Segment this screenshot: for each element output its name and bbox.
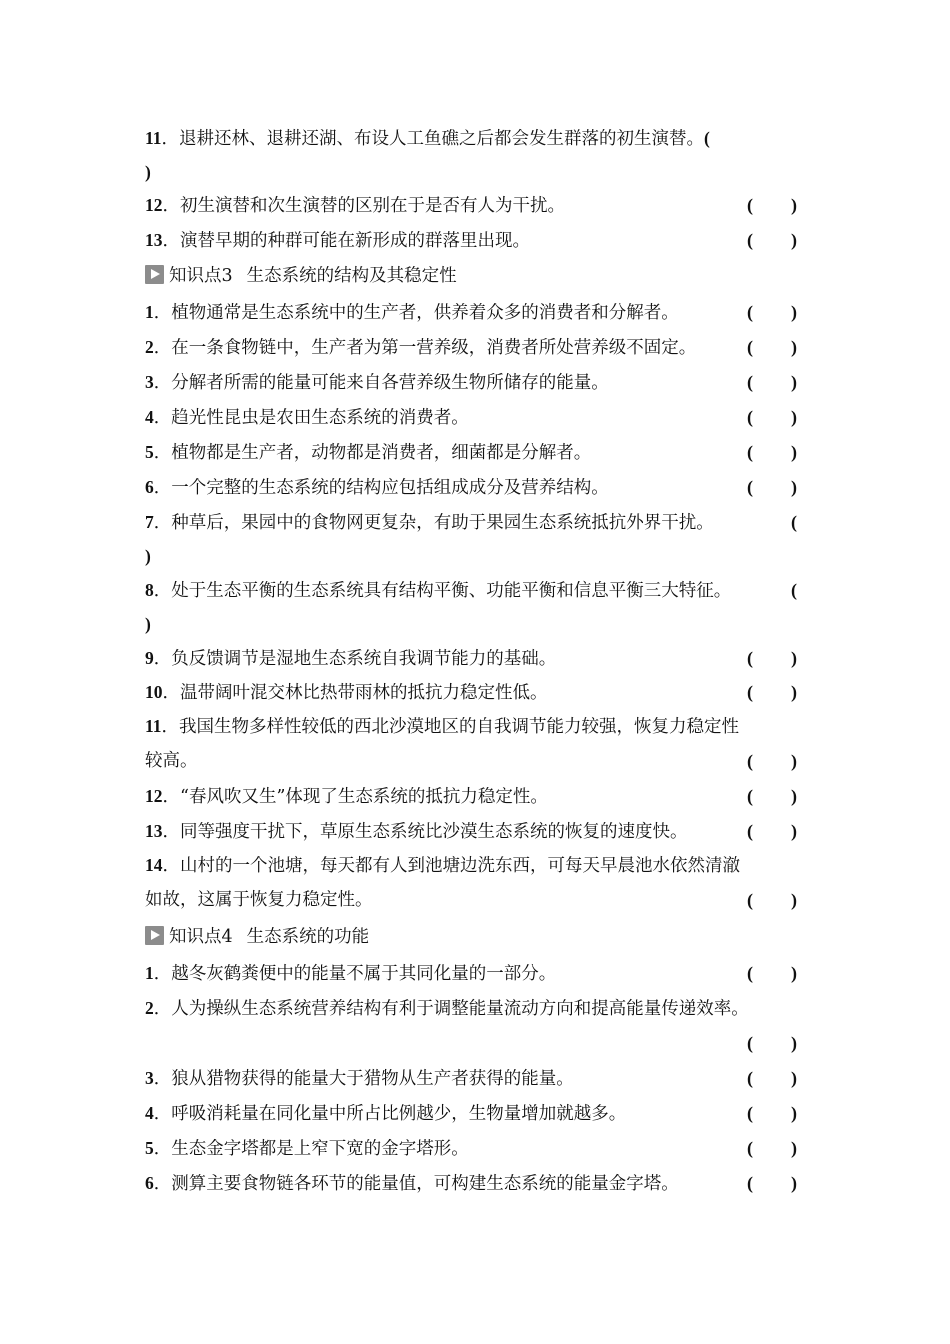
question-text: ．狼从猎物获得的能量大于猎物从生产者获得的能量。 (153, 1069, 574, 1089)
question-text: ．分解者所需的能量可能来自各营养级生物所储存的能量。 (153, 373, 609, 393)
question-number: 6 (145, 477, 154, 497)
play-icon (145, 265, 164, 284)
question-line: 4．呼吸消耗量在同化量中所占比例越少，生物量增加就越多。 ( ) (145, 1103, 797, 1124)
question-text: ．生态金字塔都是上窄下宽的金字塔形。 (153, 1139, 469, 1159)
question-line: 12．“春风吹又生”体现了生态系统的抵抗力稳定性。 ( ) (145, 786, 797, 807)
question-line: 13．演替早期的种群可能在新形成的群落里出现。 ( ) (145, 230, 797, 251)
question-text: ．人为操纵生态系统营养结构有利于调整能量流动方向和提高能量传递效率。 (153, 999, 749, 1019)
question-number: 2 (145, 998, 154, 1018)
question-line: 1．植物通常是生态系统中的生产者，供养着众多的消费者和分解者。 ( ) (145, 302, 797, 323)
question-line: 7．种草后，果园中的食物网更复杂，有助于果园生态系统抵抗外界干扰。 ( (145, 512, 797, 533)
question-text: ．“春风吹又生”体现了生态系统的抵抗力稳定性。 (162, 787, 548, 807)
play-icon (145, 926, 164, 945)
question-text: ．山村的一个池塘，每天都有人到池塘边洗东西，可每天早晨池水依然清澈 (162, 856, 740, 876)
question-number: 12 (145, 195, 163, 215)
question-line (145, 123, 810, 153)
question-number: 5 (145, 442, 154, 462)
question-number: 10 (145, 682, 163, 702)
answer-paren-close: ) (145, 162, 151, 182)
question-text: ．测算主要食物链各环节的能量值，可构建生态系统的能量金字塔。 (153, 1174, 679, 1194)
question-number: 6 (145, 1173, 154, 1193)
question-line (145, 993, 810, 1023)
question-text: ．负反馈调节是湿地生态系统自我调节能力的基础。 (153, 649, 557, 669)
question-line (145, 711, 810, 741)
question-text: ．植物通常是生态系统中的生产者，供养着众多的消费者和分解者。 (153, 303, 679, 323)
section-label: 知识点4 (169, 927, 233, 947)
answer-paren-open: ( (704, 128, 710, 148)
answer-paren-close: ) (145, 546, 151, 566)
question-line: 10．温带阔叶混交林比热带雨林的抵抗力稳定性低。 ( ) (145, 682, 797, 703)
question-wrap-line (145, 541, 810, 571)
section-title: 生态系统的结构及其稳定性 (246, 266, 457, 286)
question-number: 8 (145, 580, 154, 600)
question-text-continued: 如故，这属于恢复力稳定性。 (145, 890, 373, 910)
section-title: 生态系统的功能 (246, 927, 370, 947)
question-text: ．趋光性昆虫是农田生态系统的消费者。 (153, 408, 469, 428)
question-number: 3 (145, 1068, 154, 1088)
question-text: ．同等强度干扰下，草原生态系统比沙漠生态系统的恢复的速度快。 (162, 822, 688, 842)
question-text: ．一个完整的生态系统的结构应包括组成成分及营养结构。 (153, 478, 609, 498)
question-number: 1 (145, 963, 154, 983)
question-line: 13．同等强度干扰下，草原生态系统比沙漠生态系统的恢复的速度快。 ( ) (145, 821, 797, 842)
question-number: 4 (145, 1103, 154, 1123)
answer-paren-close: ) (145, 614, 151, 634)
question-number: 1 (145, 302, 154, 322)
question-number: 4 (145, 407, 154, 427)
question-wrap-line (145, 157, 810, 187)
question-text-continued: 较高。 (145, 751, 198, 771)
question-line: 12．初生演替和次生演替的区别在于是否有人为干扰。 ( ) (145, 195, 797, 216)
question-number: 2 (145, 337, 154, 357)
question-text: ．植物都是生产者，动物都是消费者，细菌都是分解者。 (153, 443, 592, 463)
question-number: 5 (145, 1138, 154, 1158)
question-text: ．演替早期的种群可能在新形成的群落里出现。 (162, 231, 530, 251)
question-number: 11 (145, 128, 162, 148)
question-number: 13 (145, 821, 163, 841)
question-line: 9．负反馈调节是湿地生态系统自我调节能力的基础。 ( ) (145, 648, 797, 669)
question-number: 7 (145, 512, 154, 532)
section-label: 知识点3 (169, 266, 233, 286)
question-line: 6．测算主要食物链各环节的能量值，可构建生态系统的能量金字塔。 ( ) (145, 1173, 797, 1194)
question-line: 2．在一条食物链中，生产者为第一营养级，消费者所处营养级不固定。 ( ) (145, 337, 797, 358)
question-text: ．呼吸消耗量在同化量中所占比例越少，生物量增加就越多。 (153, 1104, 627, 1124)
question-text: ．处于生态平衡的生态系统具有结构平衡、功能平衡和信息平衡三大特征。 (153, 581, 732, 601)
question-number: 9 (145, 648, 154, 668)
question-text: ．越冬灰鹤粪便中的能量不属于其同化量的一部分。 (153, 964, 557, 984)
question-number: 11 (145, 716, 162, 736)
question-line: 3．狼从猎物获得的能量大于猎物从生产者获得的能量。 ( ) (145, 1068, 797, 1089)
question-number: 12 (145, 786, 163, 806)
question-number: 14 (145, 855, 163, 875)
question-line: 1．越冬灰鹤粪便中的能量不属于其同化量的一部分。 ( ) (145, 963, 797, 984)
question-line (145, 850, 810, 880)
question-line: 8．处于生态平衡的生态系统具有结构平衡、功能平衡和信息平衡三大特征。 ( (145, 580, 797, 601)
question-wrap-line (145, 609, 810, 639)
question-line: 5．生态金字塔都是上窄下宽的金字塔形。 ( ) (145, 1138, 797, 1159)
question-text: ．在一条食物链中，生产者为第一营养级，消费者所处营养级不固定。 (153, 338, 697, 358)
question-line: 4．趋光性昆虫是农田生态系统的消费者。 ( ) (145, 407, 797, 428)
question-line: 6．一个完整的生态系统的结构应包括组成成分及营养结构。 ( ) (145, 477, 797, 498)
question-text: ．我国生物多样性较低的西北沙漠地区的自我调节能力较强，恢复力稳定性 (161, 717, 740, 737)
question-text: ．温带阔叶混交林比热带雨林的抵抗力稳定性低。 (162, 683, 548, 703)
question-wrap-line: ( ) (747, 1033, 797, 1053)
question-text: ．初生演替和次生演替的区别在于是否有人为干扰。 (162, 196, 565, 216)
question-line: 5．植物都是生产者，动物都是消费者，细菌都是分解者。 ( ) (145, 442, 797, 463)
section-heading (145, 922, 810, 952)
question-wrap-line: 较高。 ( ) (145, 751, 797, 771)
question-text: ．退耕还林、退耕还湖、布设人工鱼礁之后都会发生群落的初生演替。 (161, 129, 705, 149)
question-wrap-line: 如故，这属于恢复力稳定性。 ( ) (145, 890, 797, 910)
section-heading (145, 261, 810, 291)
question-line: 3．分解者所需的能量可能来自各营养级生物所储存的能量。 ( ) (145, 372, 797, 393)
question-number: 13 (145, 230, 163, 250)
question-number: 3 (145, 372, 154, 392)
question-text: ．种草后，果园中的食物网更复杂，有助于果园生态系统抵抗外界干扰。 (153, 513, 714, 533)
